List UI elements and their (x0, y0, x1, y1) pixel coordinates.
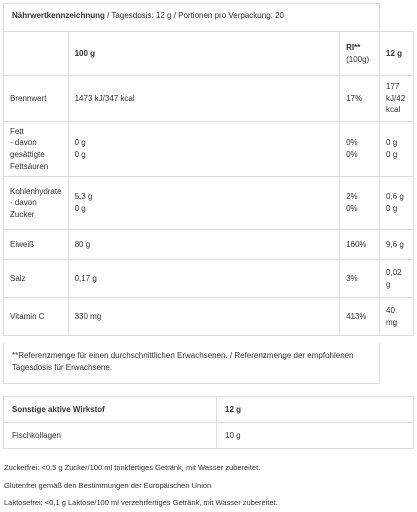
ri-percent (340, 230, 380, 260)
value-per-portion (380, 298, 414, 336)
value-per-portion-line: 177 (386, 82, 400, 92)
nutrient-name-line: Eiweiß (10, 239, 35, 249)
nutrient-name-line: - davon (10, 138, 37, 148)
ri-percent (340, 122, 380, 177)
value-per-portion-line: mg (386, 317, 398, 327)
ri-percent (340, 177, 380, 230)
caption-details: / Tagesdosis: 12 g / Portionen pro Verpackung: 20 (104, 11, 284, 20)
value-per-100g (68, 177, 339, 230)
header-empty (4, 32, 69, 76)
nutrient-name-line: Vitamin C (10, 311, 45, 321)
nutrient-name (4, 230, 69, 260)
value-per-100g-line: 0,17 g (74, 273, 97, 283)
value-per-portion-line: g (386, 279, 391, 289)
header-ri-label: RI** (346, 42, 361, 52)
table-row (4, 260, 414, 298)
value-per-100g (68, 76, 339, 122)
ri-percent (340, 298, 380, 336)
header-per-100g: 100 g (68, 32, 339, 76)
nutrient-name-line: Salz (10, 273, 26, 283)
value-per-portion-line: 9,6 g (386, 239, 404, 249)
value-per-100g-line: 330 mg (74, 311, 102, 321)
header-ri-sub: (100g) (346, 54, 370, 64)
value-per-portion (380, 230, 414, 260)
ri-percent-line: 0% (346, 204, 358, 213)
value-per-100g-line: 80 g (74, 239, 91, 249)
table-row (4, 230, 414, 260)
note-lactose-free: Laktosefrei: <0,1 g Laktose/100 ml verzehrfertiges Getränk, mit Wasser zubereitet. (4, 498, 278, 507)
ri-percent (340, 260, 380, 298)
value-per-portion-line: kcal (386, 105, 401, 115)
note-gluten-free: Glutenfrei gemäß den Bestimmungen der Europäischen Union (4, 481, 212, 490)
table-row (4, 177, 414, 230)
value-per-portion-line: 40 (386, 305, 395, 315)
note-sugar-free: Zuckerfrei: <0,5 g Zucker/100 ml trinkfertiges Getränk, mit Wasser zubereitet. (4, 463, 261, 472)
ri-percent-line: 413% (346, 311, 367, 321)
nutrient-name-line: Zucker (10, 209, 35, 219)
active-header-name: Sonstige aktive Wirkstof (4, 397, 217, 423)
nutrient-name (4, 298, 69, 336)
nutrient-name (4, 122, 69, 177)
value-per-100g-line: 5,3 g (74, 192, 93, 202)
ri-percent-line: 0% (346, 138, 358, 148)
table-row (4, 298, 414, 336)
value-per-portion (380, 76, 414, 122)
active-header-row (4, 397, 414, 423)
ri-percent-line: 0% (346, 150, 358, 159)
value-per-100g-line: 0 g (74, 204, 86, 213)
nutrient-name-line: Brennwert (10, 93, 47, 103)
value-per-100g (68, 122, 339, 177)
value-per-portion (380, 260, 414, 298)
nutrient-name (4, 76, 69, 122)
ri-percent-line: 160% (346, 239, 367, 249)
nutrient-name-line: gesättigte (10, 150, 45, 159)
nutrient-name-line: Fett (10, 126, 24, 136)
ri-percent-line: 17% (346, 93, 363, 103)
active-ingredients-table (3, 396, 414, 449)
value-per-100g (68, 230, 339, 260)
ri-percent-line: 2% (346, 192, 358, 202)
table-row (4, 423, 414, 449)
table-row (4, 76, 414, 122)
value-per-100g (68, 298, 339, 336)
value-per-portion-line: 0 g (386, 150, 398, 159)
active-ingredient-name: Fischkollagen (4, 423, 217, 449)
table-row (4, 122, 414, 177)
value-per-portion-line: 0,02 (386, 267, 402, 277)
nutrient-name-line: Fettsäuren (10, 161, 49, 171)
value-per-100g-line: 1473 kJ/347 kcal (74, 93, 135, 103)
caption-title: Nährwertkennzeichnung (12, 11, 105, 20)
nutrition-header-row (4, 32, 414, 76)
ri-percent-line: 3% (346, 273, 358, 283)
value-per-portion-line: kJ/42 (386, 93, 406, 103)
value-per-portion-line: 0 g (386, 204, 398, 213)
value-per-100g-line: 0 g (74, 150, 86, 159)
header-portion: 12 g (380, 32, 414, 76)
nutrient-name-line: Kohlenhydrate (10, 186, 62, 196)
nutrient-name-line: - davon (10, 198, 37, 208)
value-per-portion (380, 122, 414, 177)
ri-percent (340, 76, 380, 122)
value-per-portion-line: 0 g (386, 138, 398, 148)
value-per-portion (380, 177, 414, 230)
value-per-100g (68, 260, 339, 298)
nutrient-name (4, 260, 69, 298)
nutrient-name (4, 177, 69, 230)
value-per-100g-line: 0 g (74, 138, 86, 148)
nutrition-table (3, 31, 414, 336)
footnote: **Referenzmenge für einen durchschnittlichen Erwachsenen. / Referenzmenge der empfohlenen Tagesdosis für Erwachsene. (3, 343, 380, 384)
value-per-portion-line: 0,6 g (386, 192, 404, 202)
active-ingredient-amount: 10 g (217, 423, 414, 449)
table-caption (3, 3, 380, 31)
active-header-amount: 12 g (217, 397, 414, 423)
header-ri (340, 32, 380, 76)
